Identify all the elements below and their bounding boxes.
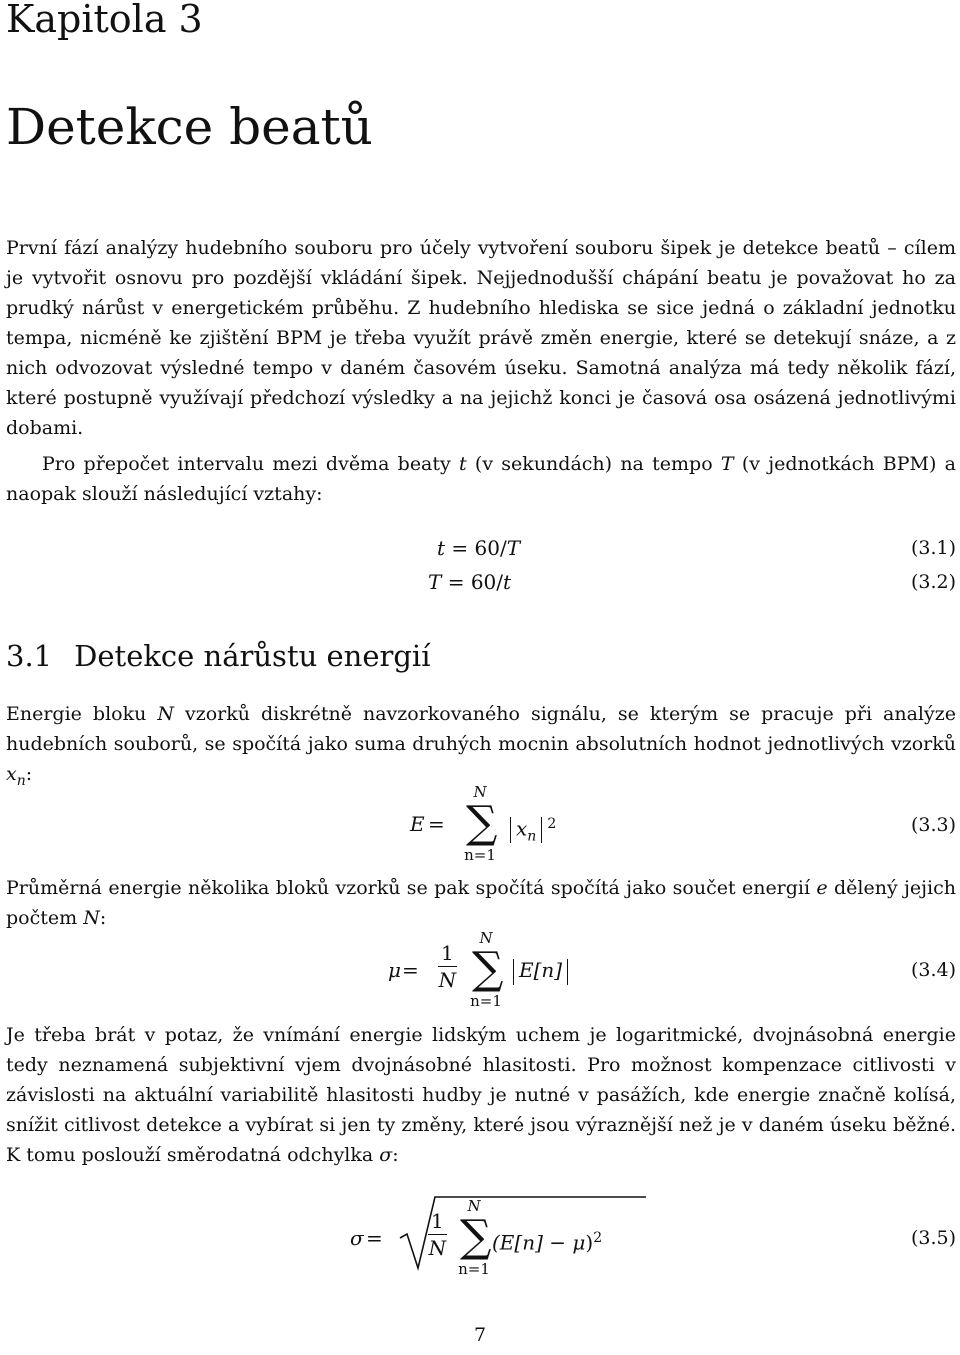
page-number: 7: [473, 1324, 487, 1346]
equation-number-3-2: (3.2): [910, 571, 956, 593]
equation-number-3-5: (3.5): [910, 1227, 956, 1249]
equation-3-4: μ = $\frac{1}{N}$ N ∑ n=1 E[n]: [388, 930, 688, 1014]
chapter-title: Detekce beatů: [6, 98, 373, 156]
section-paragraph-3: Je třeba brát v potaz, že vnímání energie lidským uchem je logaritmické, dvojnásobná energie tedy neznamená subjektivní vjem dvojnásobné hlasitosti. Pro možnost kompenzace citlivosti v závislosti na aktuální variabilitě hlasitosti hudby je nutné v pasážích, kde energie značně kolísá, snížit citlivost detekce a vybírat si jen ty změny, které jsou výraznější než je v daném úseku běžné. K tomu poslouží směrodatná odchylka σ:: [6, 1024, 956, 1166]
equation-3-1: t = 60/T: [437, 536, 521, 560]
fraction-one-over-n: $\frac{1}{N}$: [428, 1209, 447, 1260]
equation-number-3-1: (3.1): [910, 537, 956, 559]
absolute-value-x: $x_n^2$: [505, 809, 556, 852]
summation-symbol: ∑: [466, 797, 498, 848]
equation-3-3: E = N ∑ n=1 $x_n^2$: [410, 783, 557, 864]
section-paragraph-2: Průměrná energie několika bloků vzorků se pak spočítá spočítá jako součet energií e dělený jejich počtem N:: [6, 877, 957, 929]
fraction-one-over-n: $\frac{1}{N}$: [438, 941, 457, 992]
equation-number-3-4: (3.4): [910, 959, 956, 981]
section-heading: 3.1 Detekce nárůstu energií: [6, 639, 431, 673]
equation-number-3-3: (3.3): [910, 814, 956, 836]
summation-symbol: ∑: [472, 943, 504, 994]
equation-3-5: σ = $\frac{1}{N}$ N ∑ n=1 $(E[n] - \mu)^2$: [350, 1190, 650, 1280]
absolute-value-e: E[n]: [508, 955, 573, 985]
intro-paragraph-2: Pro přepočet intervalu mezi dvěma beaty t (v sekundách) na tempo T (v jednotkách BPM) a naopak slouží následující vztahy:: [6, 453, 956, 505]
intro-paragraph-1: První fází analýzy hudebního souboru pro účely vytvoření souboru šipek je detekce beatů – cílem je vytvořit osnovu pro pozdější vkládání šipek. Nejjednodušší chápání beatu je považovat ho za prudký nárůst v energetickém průběhu. Z hudebního hlediska se sice jedná o základní jednotku tempa, nicméně ke zjištění BPM je třeba využít právě změn energie, které se detekují snáze, a z nich odvozovat výsledné tempo v daném časovém úseku. Samotná analýza má tedy několik fází, které postupně využívají předchozí výsledky a na jejichž konci je časová osa osázená jednotlivými dobami.: [6, 237, 956, 439]
section-paragraph-1: Energie bloku N vzorků diskrétně navzorkovaného signálu, se kterým se pracuje při analýze hudebních souborů, se spočítá jako suma druhých mocnin absolutních hodnot jednotlivých vzorků $x_n$:: [6, 703, 956, 789]
summation-symbol: ∑: [460, 1211, 492, 1262]
equation-3-2: T = 60/t: [428, 570, 512, 594]
chapter-label: Kapitola 3: [6, 0, 203, 41]
